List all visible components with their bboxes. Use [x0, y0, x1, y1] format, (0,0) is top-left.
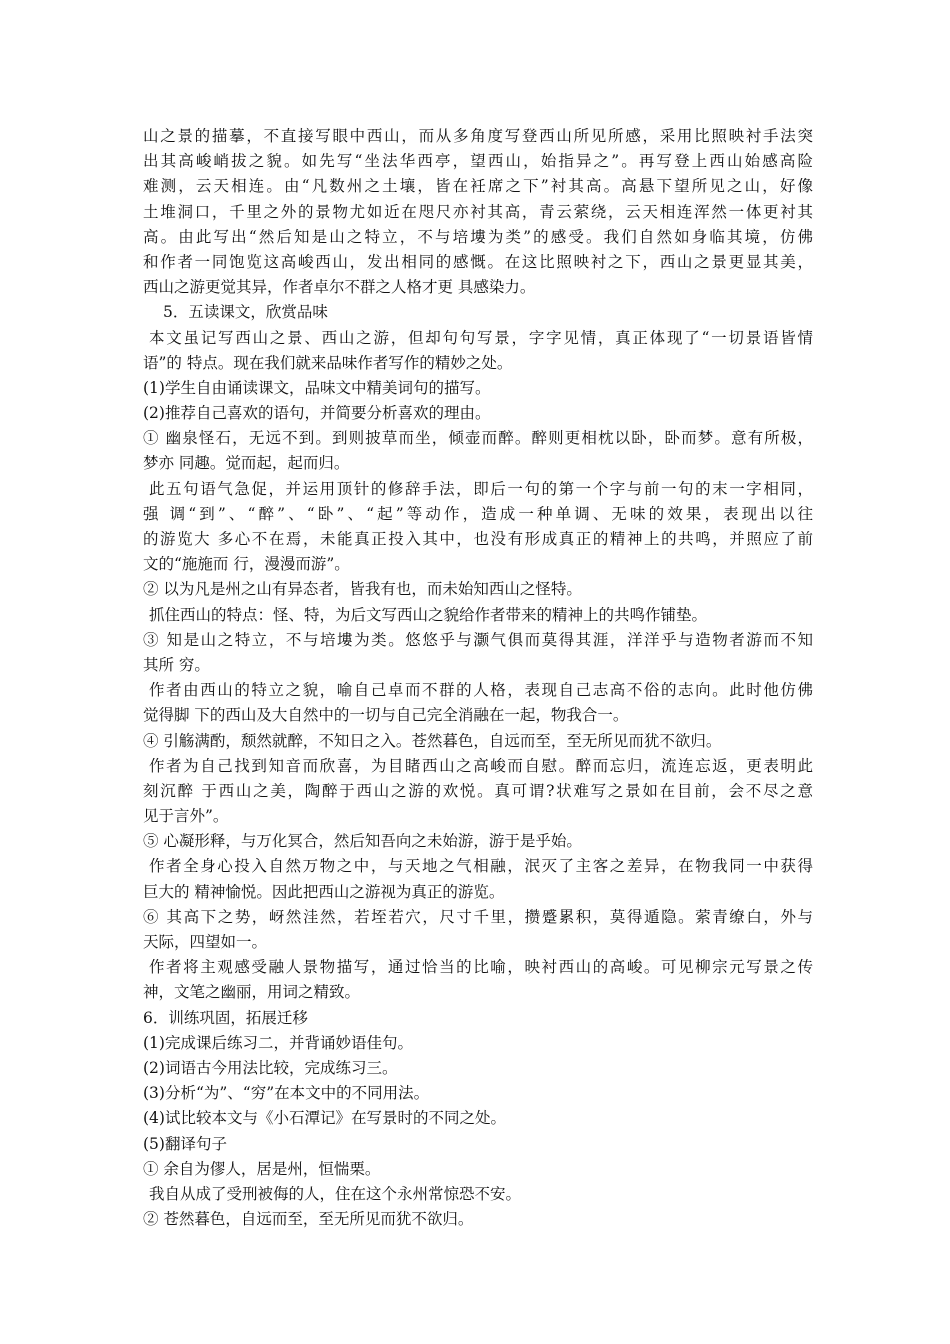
text-line: ⑥ 其高下之势，岈然洼然，若垤若穴，尺寸千里，攒蹙累积，莫得遁隐。萦青缭白，外与 — [143, 907, 813, 926]
text-line: ① 幽泉怪石，无远不到。到则披草而坐，倾壶而醉。醉则更相枕以卧，卧而梦。意有所极， — [143, 429, 813, 448]
text-line: 文的“施施而 行，漫漫而游”。 — [143, 555, 350, 574]
text-line: (5)翻译句子 — [143, 1134, 227, 1153]
text-line: (2)词语古今用法比较，完成练习三。 — [143, 1058, 398, 1077]
text-line: 5．五读课文，欣赏品味 — [163, 303, 328, 322]
text-line: (4)试比较本文与《小石潭记》在写景时的不同之处。 — [143, 1109, 506, 1128]
document-page — [143, 124, 813, 1232]
text-line: 和作者一同饱览这高峻西山，发出相同的感慨。在这比照映衬之下，西山之景更显其美， — [143, 252, 813, 271]
text-line: 6．训练巩固，拓展迁移 — [143, 1008, 308, 1027]
text-line: 巨大的 精神愉悦。因此把西山之游视为真正的游览。 — [143, 882, 505, 901]
text-line: 强 调“到”、“醉”、“卧”、“起”等动作，造成一种单调、无味的效果，表现出以往 — [143, 504, 813, 523]
text-line: 天际，四望如一。 — [143, 933, 268, 951]
text-line: 高。由此写出“然后知是山之特立，不与培塿为类”的感受。我们自然如身临其境，仿佛 — [143, 227, 813, 246]
text-line: 山之景的描摹，不直接写眼中西山，而从多角度写登西山所见所感，采用比照映衬手法突 — [143, 127, 813, 145]
text-line: 刻沉醉 于西山之美，陶醉于西山之游的欢悦。真可谓?状难写之景如在目前，会不尽之意 — [143, 781, 813, 800]
text-line: 难测，云天相连。由“凡数州之土壤，皆在衽席之下”衬其高。高悬下望所见之山，好像 — [143, 177, 813, 196]
text-line: 此五句语气急促，并运用顶针的修辞手法，即后一句的第一个字与前一句的末一字相同， — [149, 479, 813, 498]
text-line: 的游览大 多心不在焉，未能真正投入其中，也没有形成真正的精神上的共鸣，并照应了前 — [143, 530, 813, 548]
text-line: 作者将主观感受融人景物描写，通过恰当的比喻，映衬西山的高峻。可见柳宗元写景之传 — [149, 958, 813, 977]
text-line: 作者为自己找到知音而欣喜，为目睹西山之高峻而自慰。醉而忘归，流连忘返，更表明此 — [149, 756, 813, 775]
text-line: 语”的 特点。现在我们就来品味作者写作的精妙之处。 — [143, 353, 513, 372]
text-line: 作者由西山的特立之貌，喻自己卓而不群的人格，表现自己志高不俗的志向。此时他仿佛 — [149, 681, 813, 700]
text-line: 西山之游更觉其异，作者卓尔不群之人格才更 具感染力。 — [143, 278, 536, 297]
text-line: 抓住西山的特点：怪、特，为后文写西山之貌给作者带来的精神上的共鸣作铺垫。 — [149, 605, 708, 624]
text-line: 其所 穷。 — [143, 655, 210, 674]
text-line: 作者全身心投入自然万物之中，与天地之气相融，泯灭了主客之差异，在物我同一中获得 — [149, 857, 813, 876]
text-line: 土堆洞口，千里之外的景物尤如近在咫尺亦衬其高，青云萦绕，云天相连浑然一体更衬其 — [143, 202, 813, 221]
text-line: ② 苍然暮色，自远而至，至无所见而犹不欲归。 — [143, 1210, 474, 1229]
text-line: 见于言外”。 — [143, 807, 229, 826]
text-line: (2)推荐自己喜欢的语句，并简要分析喜欢的理由。 — [143, 404, 491, 423]
text-line: (3)分析“为”、“穷”在本文中的不同用法。 — [143, 1084, 430, 1103]
text-line: 出其高峻峭拔之貌。如先写“坐法华西亭，望西山，始指异之”。再写登上西山始感高险 — [143, 152, 813, 171]
text-line: (1)完成课后练习二，并背诵妙语佳句。 — [143, 1033, 413, 1052]
text-line: 梦亦 同趣。觉而起，起而归。 — [143, 454, 350, 473]
text-line: ① 余自为僇人，居是州，恒惴栗。 — [143, 1159, 381, 1178]
text-line: 觉得脚 下的西山及大自然中的一切与自己完全消融在一起，物我合一。 — [143, 706, 629, 725]
text-line: ⑤ 心凝形释，与万化冥合，然后知吾向之未始游，游于是乎始。 — [143, 832, 582, 851]
text-line: ③ 知是山之特立，不与培塿为类。悠悠乎与灏气俱而莫得其涯，洋洋乎与造物者游而不知 — [143, 630, 813, 649]
text-line: ② 以为凡是州之山有异态者，皆我有也，而未始知西山之怪特。 — [143, 580, 582, 599]
text-line: (1)学生自由诵读课文，品味文中精美词句的描写。 — [143, 378, 491, 397]
text-line: 神，文笔之幽丽，用词之精致。 — [143, 983, 361, 1002]
text-line: 我自从成了受刑被侮的人，住在这个永州常惊恐不安。 — [149, 1184, 522, 1203]
text-line: ④ 引觞满酌，颓然就醉，不知日之入。苍然暮色，自远而至，至无所见而犹不欲归。 — [143, 731, 722, 750]
text-line: 本文虽记写西山之景、西山之游，但却句句写景，字字见情，真正体现了“一切景语皆情 — [149, 328, 813, 347]
